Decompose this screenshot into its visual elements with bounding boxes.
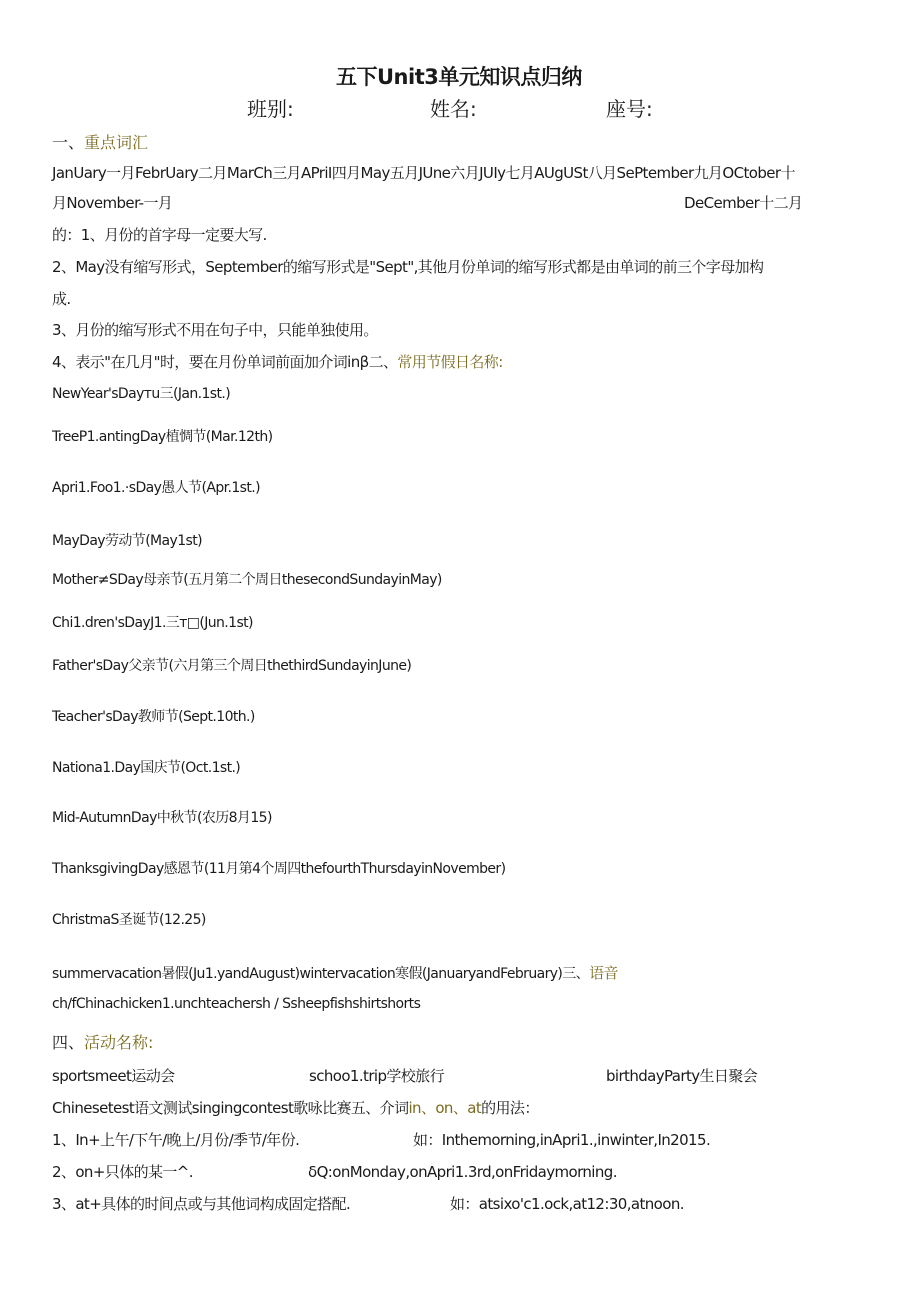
rule-text: 2、on+只体的某一^.: [52, 1163, 193, 1181]
prepositions-tail: 的用法：: [481, 1099, 539, 1117]
holiday-item: Mid-AutumnDay中秋节(农历8月15): [52, 810, 272, 826]
section4-title: [52, 1033, 153, 1053]
rule-example: 如：Inthemorning,inApri1.,inwinter,In2015.: [413, 1131, 711, 1149]
note-line: 成.: [52, 290, 71, 308]
section4-heading: 活动名称:: [84, 1033, 154, 1052]
holiday-item: Teacher'sDay教师节(Sept.10th.): [52, 709, 255, 725]
section1-heading: 重点词汇: [84, 133, 149, 152]
holiday-item: ChristmaS圣诞节(12.25): [52, 912, 206, 928]
note-line: 2、May没有缩写形式，September的缩写形式是"Sept",其他月份单词的缩写形式都是由单词的前三个字母加构: [52, 258, 764, 276]
vacation-line: [52, 963, 618, 984]
note-line: 3、月份的缩写形式不用在句子中，只能单独使用。: [52, 321, 378, 339]
phonics-line: ch∕fChinachicken1.unchteachersh ∕ Ssheepfishshirtshorts: [52, 996, 421, 1012]
note4-text: 4、表示"在几月"时，要在月份单词前面加介词inβ二、: [52, 353, 398, 371]
section2-heading: 常用节假日名称:: [397, 353, 503, 371]
seat-label: 座号:: [606, 97, 653, 121]
section4-prefix: 四、: [52, 1033, 85, 1052]
section1-prefix: 一、: [52, 133, 85, 152]
activity-item: sportsmeet运动会: [52, 1067, 175, 1085]
note4-line: [52, 352, 503, 372]
rule-text: 1、In+上午/下午/晚上/月份/季节/年份.: [52, 1131, 300, 1149]
holiday-item: Father'sDay父亲节(六月第三个周日thethirdSundayinJune): [52, 658, 412, 674]
doc-title: 五下Unit3单元知识点归纳: [336, 65, 582, 89]
activities-text: Chinesetest语文测试singingcontest歌咏比赛五、介词: [52, 1099, 409, 1117]
rule-example: δQ:onMonday,onApri1.3rd,onFridaymorning.: [308, 1163, 617, 1181]
holiday-item: TreeP1.antingDay植惆节(Mar.12th): [52, 429, 273, 445]
holiday-item: Chi1.dren'sDayJ1.三т□(Jun.1st): [52, 615, 253, 631]
activities-line-2: [52, 1098, 539, 1118]
activity-item: birthdayParty生日聚会: [606, 1067, 758, 1085]
name-label: 姓名:: [430, 97, 477, 121]
holiday-item: NewYear'sDayтu三(Jan.1st.): [52, 386, 231, 402]
class-label: 班别:: [247, 97, 294, 121]
activity-item: schoo1.trip学校旅行: [309, 1067, 444, 1085]
holiday-item: Mother≠SDay母亲节(五月第二个周日thesecondSundayinMay): [52, 572, 442, 588]
rule-example: 如：atsixo'c1.ock,at12:30,atnoon.: [450, 1195, 684, 1213]
prepositions-highlight: in、on、at: [408, 1099, 482, 1117]
rule-text: 3、at+具体的时间点或与其他词构成固定搭配.: [52, 1195, 351, 1213]
months-line-1: JanUary一月FebrUary二月MarCh三月APriI四月May五月JUne六月JUIy七月AUgUSt八月SePtember九月OCtober十: [52, 164, 795, 182]
holiday-item: MayDay劳动节(May1st): [52, 533, 202, 549]
holiday-item: Nationa1.Day国庆节(Oct.1st.): [52, 760, 241, 776]
section3-heading: 语音: [589, 964, 618, 982]
holiday-item: ThanksgivingDay感恩节(11月第4个周四thefourthThursdayinNovember): [52, 861, 506, 877]
months-line-2a: 月November-一月: [52, 194, 173, 212]
note-line: 的：1、月份的首字母一定要大写.: [52, 226, 267, 244]
vacation-text: summervacation暑假(Ju1.yandAugust)wintervacation寒假(JanuaryandFebruary)三、: [52, 966, 590, 982]
section1-title: [52, 133, 148, 153]
months-line-2b: DeCember十二月: [684, 194, 803, 212]
holiday-item: Apri1.Foo1.·sDay愚人节(Apr.1st.): [52, 480, 260, 496]
